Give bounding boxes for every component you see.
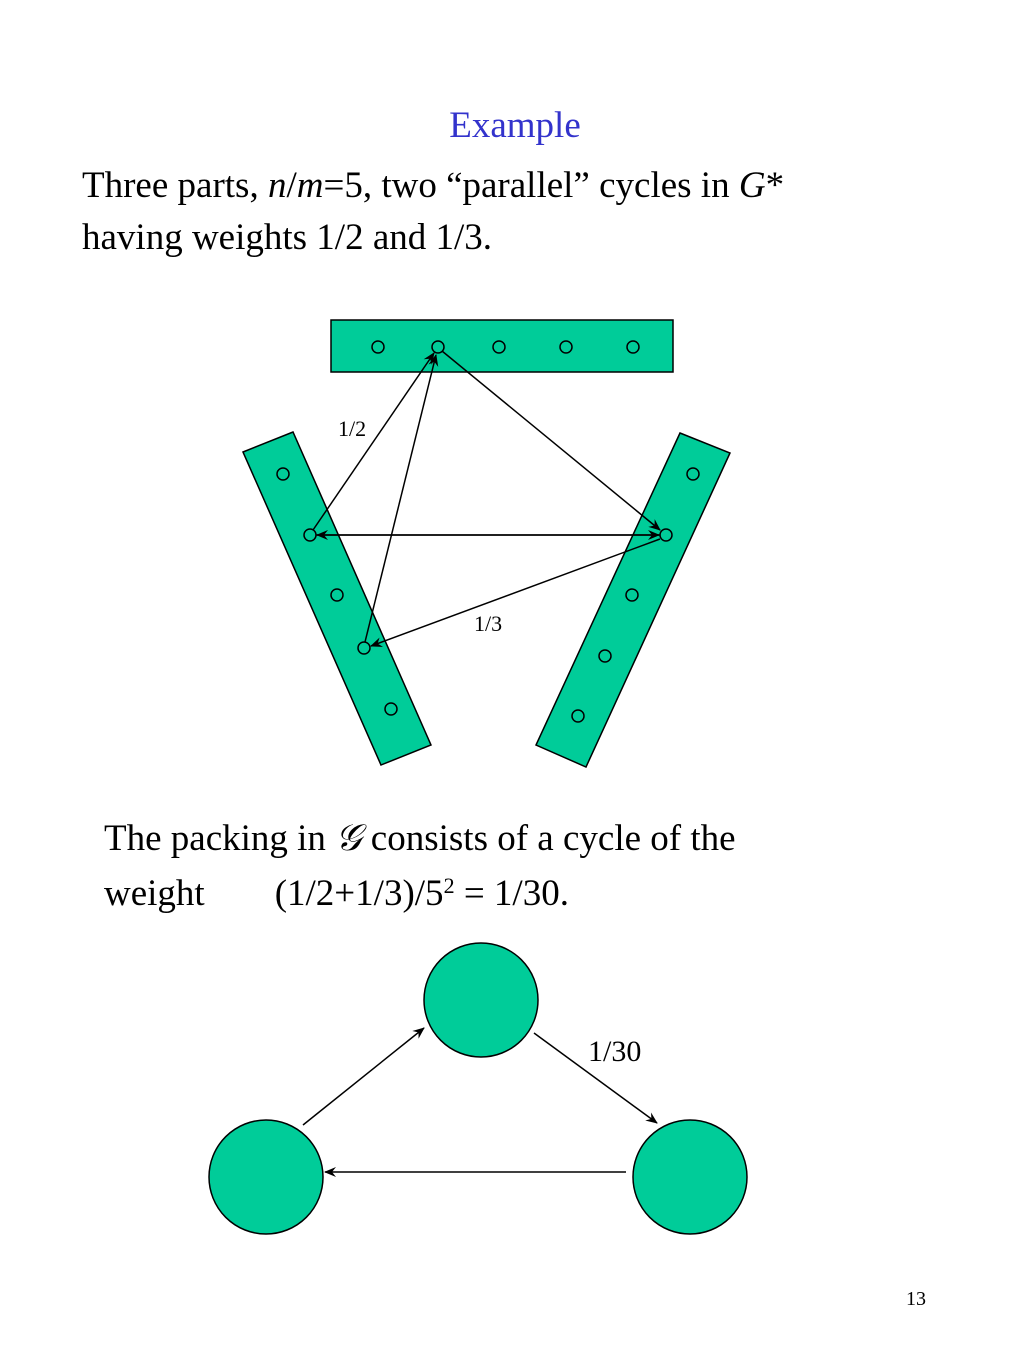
node-top [424,943,538,1057]
var-m: m [296,165,324,206]
edge-half-left-top [313,353,434,530]
formula-result: = 1/30. [454,873,569,914]
script-g: 𝒢 [335,816,362,859]
edge-third-left-top [365,355,436,642]
node-right [633,1120,747,1234]
var-g: G [738,165,766,206]
packing-line-1 [104,810,984,866]
formula: (1/2+1/3)/5 [274,873,444,914]
packing-text-part: consists of a cycle of the [361,818,736,859]
part-right [536,433,730,767]
star: * [765,165,785,206]
packing-line-2 [104,866,984,921]
label-cycle-weight: 1/30 [588,1035,642,1068]
var-n: n [267,165,287,206]
edge-half-top-right [442,351,660,530]
exponent: 2 [443,873,455,898]
packing-text-part: weight [104,873,205,914]
page-number: 13 [906,1288,926,1310]
part-left [243,432,431,765]
intro-text-part: Three parts, [82,165,268,206]
intro-text-part: =5, two “parallel” cycles in [323,165,739,206]
label-weight-half: 1/2 [338,416,367,441]
slide-title: Example [449,105,581,146]
slash: / [286,165,297,206]
packing-text [104,810,984,921]
part-top [331,320,673,372]
edge-left-top [303,1028,424,1125]
intro-line-2: having weights 1/2 and 1/3. [82,217,493,258]
packing-text-part: The packing in [104,818,336,859]
label-weight-third: 1/3 [474,611,503,636]
node-left [209,1120,323,1234]
